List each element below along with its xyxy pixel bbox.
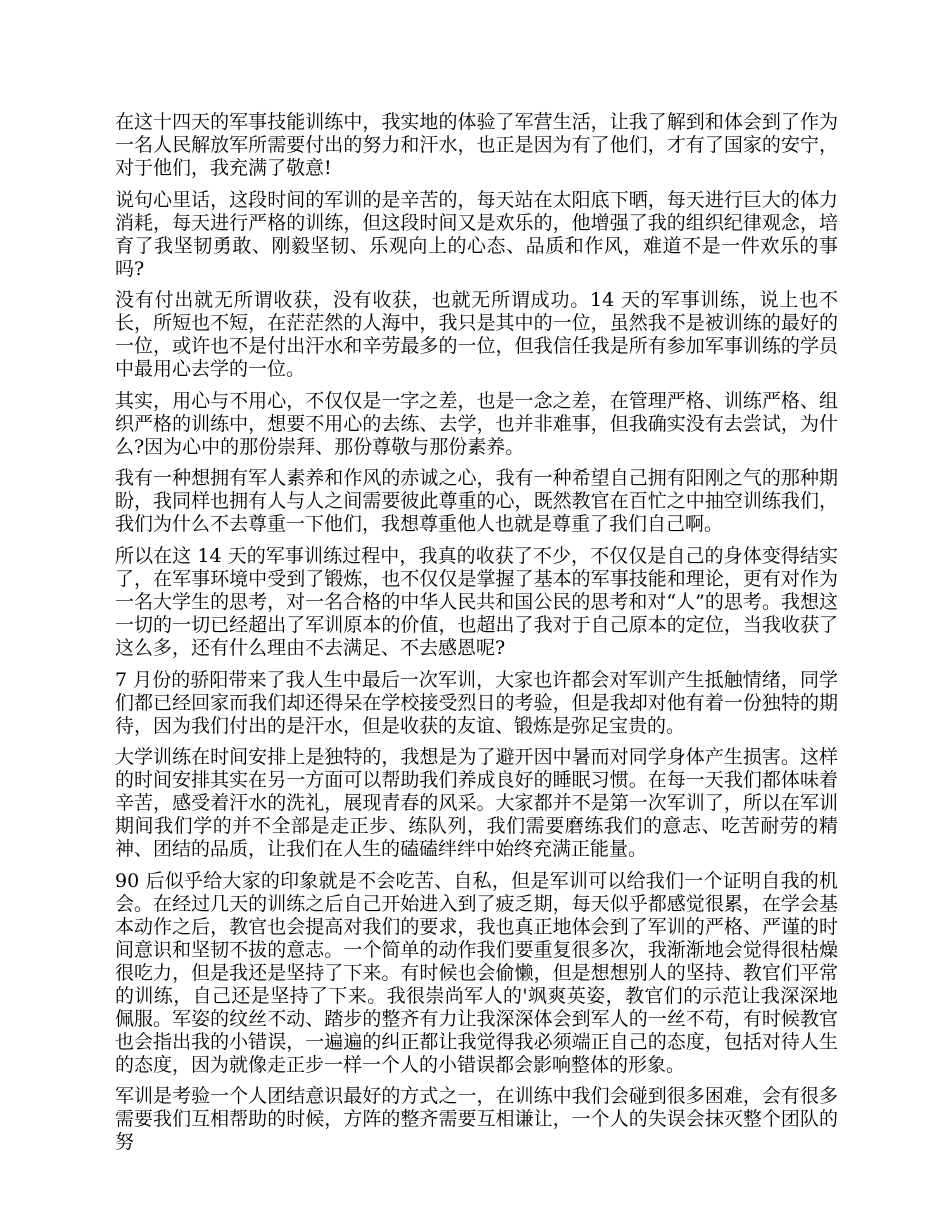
paragraph-9: 90 后似乎给大家的印象就是不会吃苦、自私，但是军训可以给我们一个证明自我的机会。在经过几天的训练之后自己开始进入到了疲乏期，每天似乎都感觉很累，在学会基本动作之后，教官也会提高对我们的要求，我也真正地体会到了军训的严格、严谨的时间意识和坚韧不拔的意志。一个简单的动作我们要重复很多次，我渐渐地会觉得很枯燥很吃力，但是我还是坚持了下来。有时候也会偷懒，但是想想别人的坚持、教官们平常的训练，自己还是坚持了下来。我很崇尚军人的'飒爽英姿，教官们的示范让我深深地佩服。军姿的纹丝不动、踏步的整齐有力让我深深体会到军人的一丝不苟，有时候教官也会指出我的小错误，一遍遍的纠正都让我觉得我必须端正自己的态度，包括对待人生的态度，因为就像走正步一样一个人的小错误都会影响整体的形象。 bbox=[115, 869, 838, 1076]
paragraph-6: 所以在这 14 天的军事训练过程中，我真的收获了不少，不仅仅是自己的身体变得结实了，在军事环境中受到了锻炼，也不仅仅是掌握了基本的军事技能和理论，更有对作为一名大学生的思考，对一名合格的中华人民共和国公民的思考和对“人”的思考。我想这一切的一切已经超出了军训原本的价值，也超出了我对于自己原本的定位，当我收获了这么多，还有什么理由不去满足、不去感恩呢? bbox=[115, 544, 838, 659]
paragraph-4: 其实，用心与不用心，不仅仅是一字之差，也是一念之差，在管理严格、训练严格、组织严格的训练中，想要不用心的去练、去学，也并非难事，但我确实没有去尝试，为什么?因为心中的那份崇拜、那份尊敬与那份素养。 bbox=[115, 389, 838, 458]
paragraph-8: 大学训练在时间安排上是独特的，我想是为了避开因中暑而对同学身体产生损害。这样的时间安排其实在另一方面可以帮助我们养成良好的睡眠习惯。在每一天我们都体味着辛苦，感受着汗水的洗礼，展现青春的风采。大家都并不是第一次军训了，所以在军训期间我们学的并不全部是走正步、练队列，我们需要磨练我们的意志、吃苦耐劳的精神、团结的品质，让我们在人生的磕磕绊绊中始终充满正能量。 bbox=[115, 746, 838, 861]
paragraph-7: 7 月份的骄阳带来了我人生中最后一次军训，大家也许都会对军训产生抵触情绪，同学们都已经回家而我们却还得呆在学校接受烈日的考验，但是我却对他有着一份独特的期待，因为我们付出的是汗水，但是收获的友谊、锻炼是弥足宝贵的。 bbox=[115, 668, 838, 737]
document-page bbox=[115, 111, 838, 1163]
paragraph-1: 在这十四天的军事技能训练中，我实地的体验了军营生活，让我了解到和体会到了作为一名人民解放军所需要付出的努力和汗水，也正是因为有了他们，才有了国家的安宁，对于他们，我充满了敬意! bbox=[115, 111, 838, 179]
paragraph-5: 我有一种想拥有军人素养和作风的赤诚之心，我有一种希望自己拥有阳刚之气的那种期盼，我同样也拥有人与人之间需要彼此尊重的心，既然教官在百忙之中抽空训练我们，我们为什么不去尊重一下他们，我想尊重他人也就是尊重了我们自己啊。 bbox=[115, 467, 838, 536]
paragraph-10: 军训是考验一个人团结意识最好的方式之一，在训练中我们会碰到很多困难，会有很多需要我们互相帮助的时候，方阵的整齐需要互相谦让，一个人的失误会抹灭整个团队的努 bbox=[115, 1085, 838, 1154]
paragraph-3: 没有付出就无所谓收获，没有收获，也就无所谓成功。14 天的军事训练，说上也不长，所短也不短，在茫茫然的人海中，我只是其中的一位，虽然我不是被训练的最好的一位，或许也不是付出汗水和辛劳最多的一位，但我信任我是所有参加军事训练的学员中最用心去学的一位。 bbox=[115, 289, 838, 381]
paragraph-2: 说句心里话，这段时间的军训的是辛苦的，每天站在太阳底下晒，每天进行巨大的体力消耗，每天进行严格的训练，但这段时间又是欢乐的，他增强了我的组织纪律观念，培育了我坚韧勇敢、刚毅坚韧、乐观向上的心态、品质和作风，难道不是一件欢乐的事吗? bbox=[115, 188, 838, 280]
